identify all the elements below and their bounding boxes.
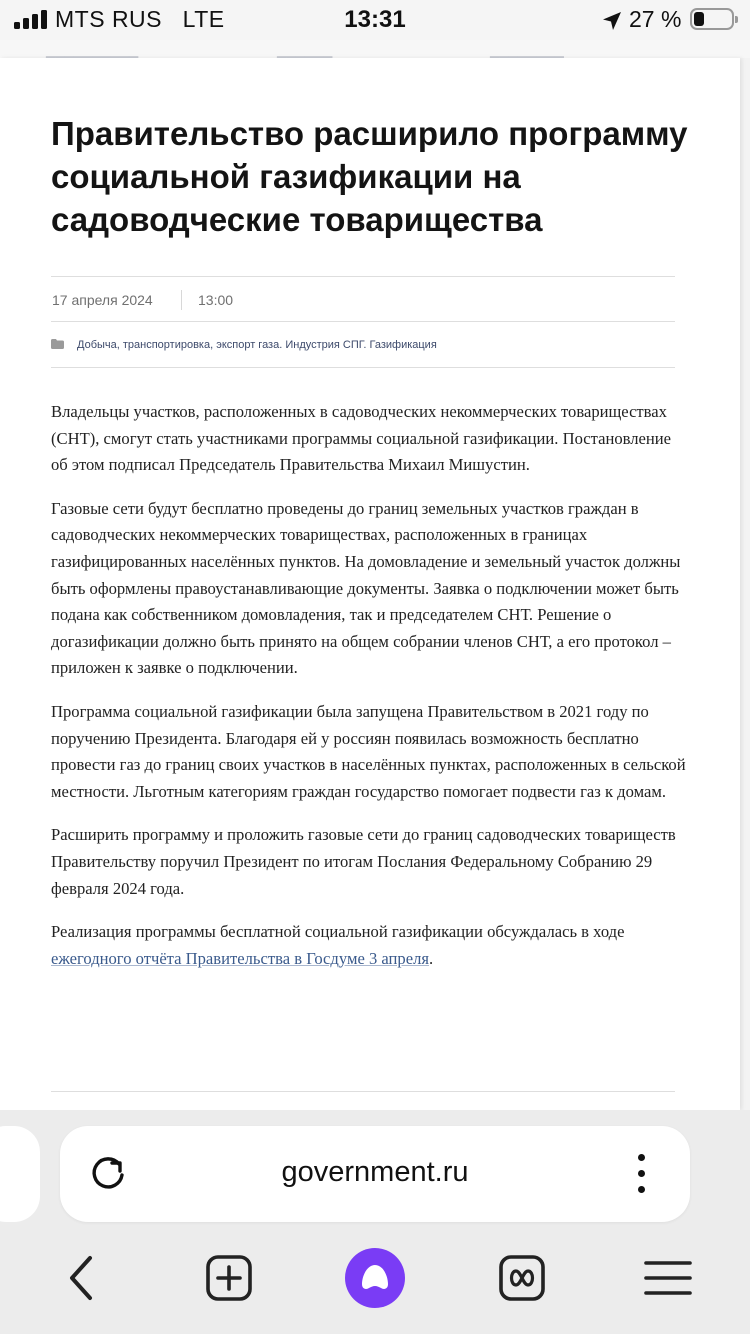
browser-bottom-bar	[0, 1110, 750, 1334]
article-title: Правительство расширило программу социальной газификации на садоводческие товарищества	[51, 115, 688, 238]
article-date: 17 апреля 2024	[52, 292, 153, 308]
paragraph: Газовые сети будут бесплатно проведены до границ земельных участков граждан в садоводческих некоммерческих товариществах, расположенных в границах газифицированных населённых пунктов. На домовладение и земельный участок должны быть оформлены правоустанавливающие документы. Заявка о подключении может быть подана как собственником домовладения, так и председателем СНТ. Решение о догазификации должно быть принято на общем собрании членов СНТ, а его протокол – приложен к заявке о подключении.	[51, 498, 681, 678]
divider	[51, 1091, 675, 1092]
network-type: LTE	[182, 6, 225, 32]
article-body	[51, 399, 691, 989]
alice-assistant-icon[interactable]	[345, 1248, 405, 1308]
more-vertical-icon[interactable]	[633, 1152, 649, 1196]
alice-glyph-icon	[345, 1248, 405, 1308]
page-edge-behind	[740, 58, 750, 1110]
government-report-link[interactable]: ежегодного отчёта Правительства в Госдуме 3 апреля	[51, 948, 430, 968]
folder-icon	[51, 339, 64, 349]
back-arrow-icon[interactable]	[60, 1254, 104, 1302]
carrier-name: MTS RUS	[55, 6, 162, 32]
battery-percentage: 27 %	[629, 6, 682, 32]
previous-tab-preview[interactable]	[0, 1126, 40, 1222]
page-header-behind: ▁▁▁▁▁▁▁▁▁▁ ▁▁▁▁▁▁ ▁▁▁▁▁▁▁▁	[0, 40, 750, 62]
paragraph	[51, 919, 691, 972]
status-time: 13:31	[344, 6, 406, 33]
article-tags-link[interactable]: Добыча, транспортировка, экспорт газа. Индустрия СПГ. Газификация	[77, 339, 437, 351]
address-bar[interactable]	[60, 1126, 690, 1222]
new-tab-icon[interactable]	[205, 1254, 253, 1302]
status-bar	[0, 0, 750, 40]
divider	[51, 276, 675, 277]
battery-fill	[694, 12, 704, 26]
paragraph-text: Реализация программы бесплатной социальной газификации обсуждалась в ходе	[51, 922, 625, 942]
paragraph: Программа социальной газификации была запущена Правительством в 2021 году по поручению Президента. Благодаря ей у россиян появилась возможность бесплатно провести газ до границ своих участков в населённых пунктах, расположенных в сельской местности. Льготным категориям граждан государство помогает подвести газ к домам.	[51, 701, 686, 801]
tabs-icon[interactable]	[498, 1254, 546, 1302]
battery-icon	[690, 8, 734, 30]
article-card	[0, 58, 740, 1110]
paragraph-text: .	[429, 948, 434, 968]
meta-separator	[181, 290, 182, 310]
divider	[51, 367, 675, 368]
location-arrow-icon	[601, 10, 623, 32]
paragraph: Расширить программу и проложить газовые сети до границ садоводческих товариществ Правительству поручил Президент по итогам Послания Федеральному Собранию 29 февраля 2024 года.	[51, 825, 676, 898]
paragraph: Владельцы участков, расположенных в садоводческих некоммерческих товариществах (СНТ), смогут стать участниками программы социальной газификации. Постановление об этом подписал Председатель Правительства Михаил Мишустин.	[51, 402, 672, 475]
article-time: 13:00	[198, 292, 234, 308]
divider	[51, 321, 675, 322]
hamburger-menu-icon[interactable]	[644, 1258, 692, 1298]
url-text[interactable]: government.ru	[281, 1156, 469, 1188]
